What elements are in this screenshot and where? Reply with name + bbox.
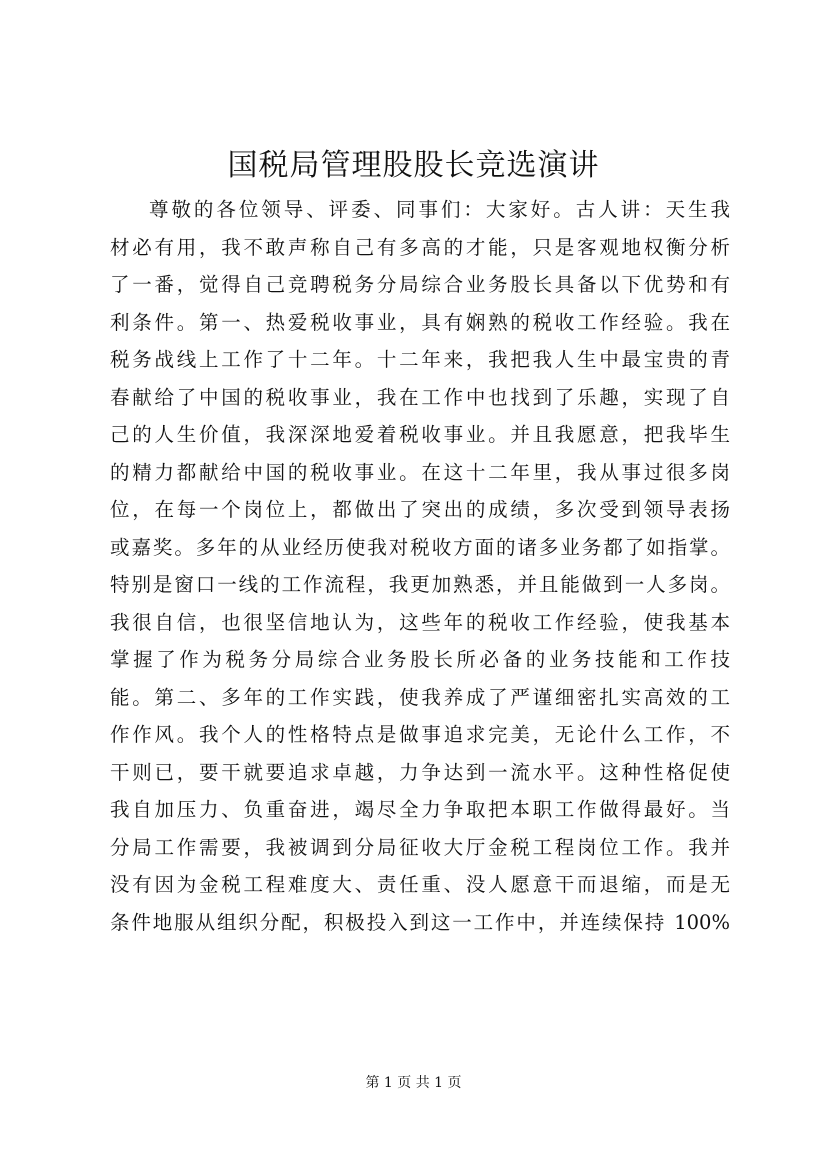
body-line: 材必有用，我不敢声称自己有多高的才能，只是客观地权衡分析 bbox=[110, 235, 730, 259]
body-line: 能。第二、多年的工作实践，使我养成了严谨细密扎实高效的工 bbox=[110, 685, 730, 709]
page-footer: 第 1 页 共 1 页 bbox=[365, 1075, 462, 1091]
body-line: 我很自信，也很坚信地认为，这些年的税收工作经验，使我基本 bbox=[110, 610, 730, 634]
body-line: 的精力都献给中国的税收事业。在这十二年里，我从事过很多岗 bbox=[110, 460, 730, 484]
body-line: 位，在每一个岗位上，都做出了突出的成绩，多次受到领导表扬 bbox=[110, 498, 730, 521]
speech-body bbox=[110, 191, 730, 941]
body-line: 分局工作需要，我被调到分局征收大厅金税工程岗位工作。我并 bbox=[110, 835, 730, 859]
body-line: 没有因为金税工程难度大、责任重、没人愿意干而退缩，而是无 bbox=[110, 873, 730, 896]
document-title: 国税局管理股股长竞选演讲 bbox=[227, 148, 600, 183]
body-line: 春献给了中国的税收事业，我在工作中也找到了乐趣，实现了自 bbox=[110, 385, 730, 409]
body-line: 或嘉奖。多年的从业经历使我对税收方面的诸多业务都了如指掌。 bbox=[110, 535, 730, 559]
body-line: 我自加压力、负重奋进，竭尽全力争取把本职工作做得最好。当 bbox=[110, 798, 730, 821]
body-line: 特别是窗口一线的工作流程，我更加熟悉，并且能做到一人多岗。 bbox=[110, 573, 730, 596]
body-line: 了一番，觉得自己竞聘税务分局综合业务股长具备以下优势和有 bbox=[110, 273, 730, 296]
body-line: 干则已，要干就要追求卓越，力争达到一流水平。这种性格促使 bbox=[110, 760, 730, 784]
body-line: 条件地服从组织分配，积极投入到这一工作中，并连续保持 100% bbox=[110, 910, 730, 934]
body-line: 利条件。第一、热爱税收事业，具有娴熟的税收工作经验。我在 bbox=[110, 310, 730, 334]
body-line: 作作风。我个人的性格特点是做事追求完美，无论什么工作，不 bbox=[110, 723, 730, 746]
body-line: 尊敬的各位领导、评委、同事们：大家好。古人讲：天生我 bbox=[149, 198, 730, 221]
body-line: 税务战线上工作了十二年。十二年来，我把我人生中最宝贵的青 bbox=[110, 348, 730, 371]
body-line: 掌握了作为税务分局综合业务股长所必备的业务技能和工作技 bbox=[110, 648, 730, 671]
body-line: 己的人生价值，我深深地爱着税收事业。并且我愿意，把我毕生 bbox=[110, 423, 730, 446]
